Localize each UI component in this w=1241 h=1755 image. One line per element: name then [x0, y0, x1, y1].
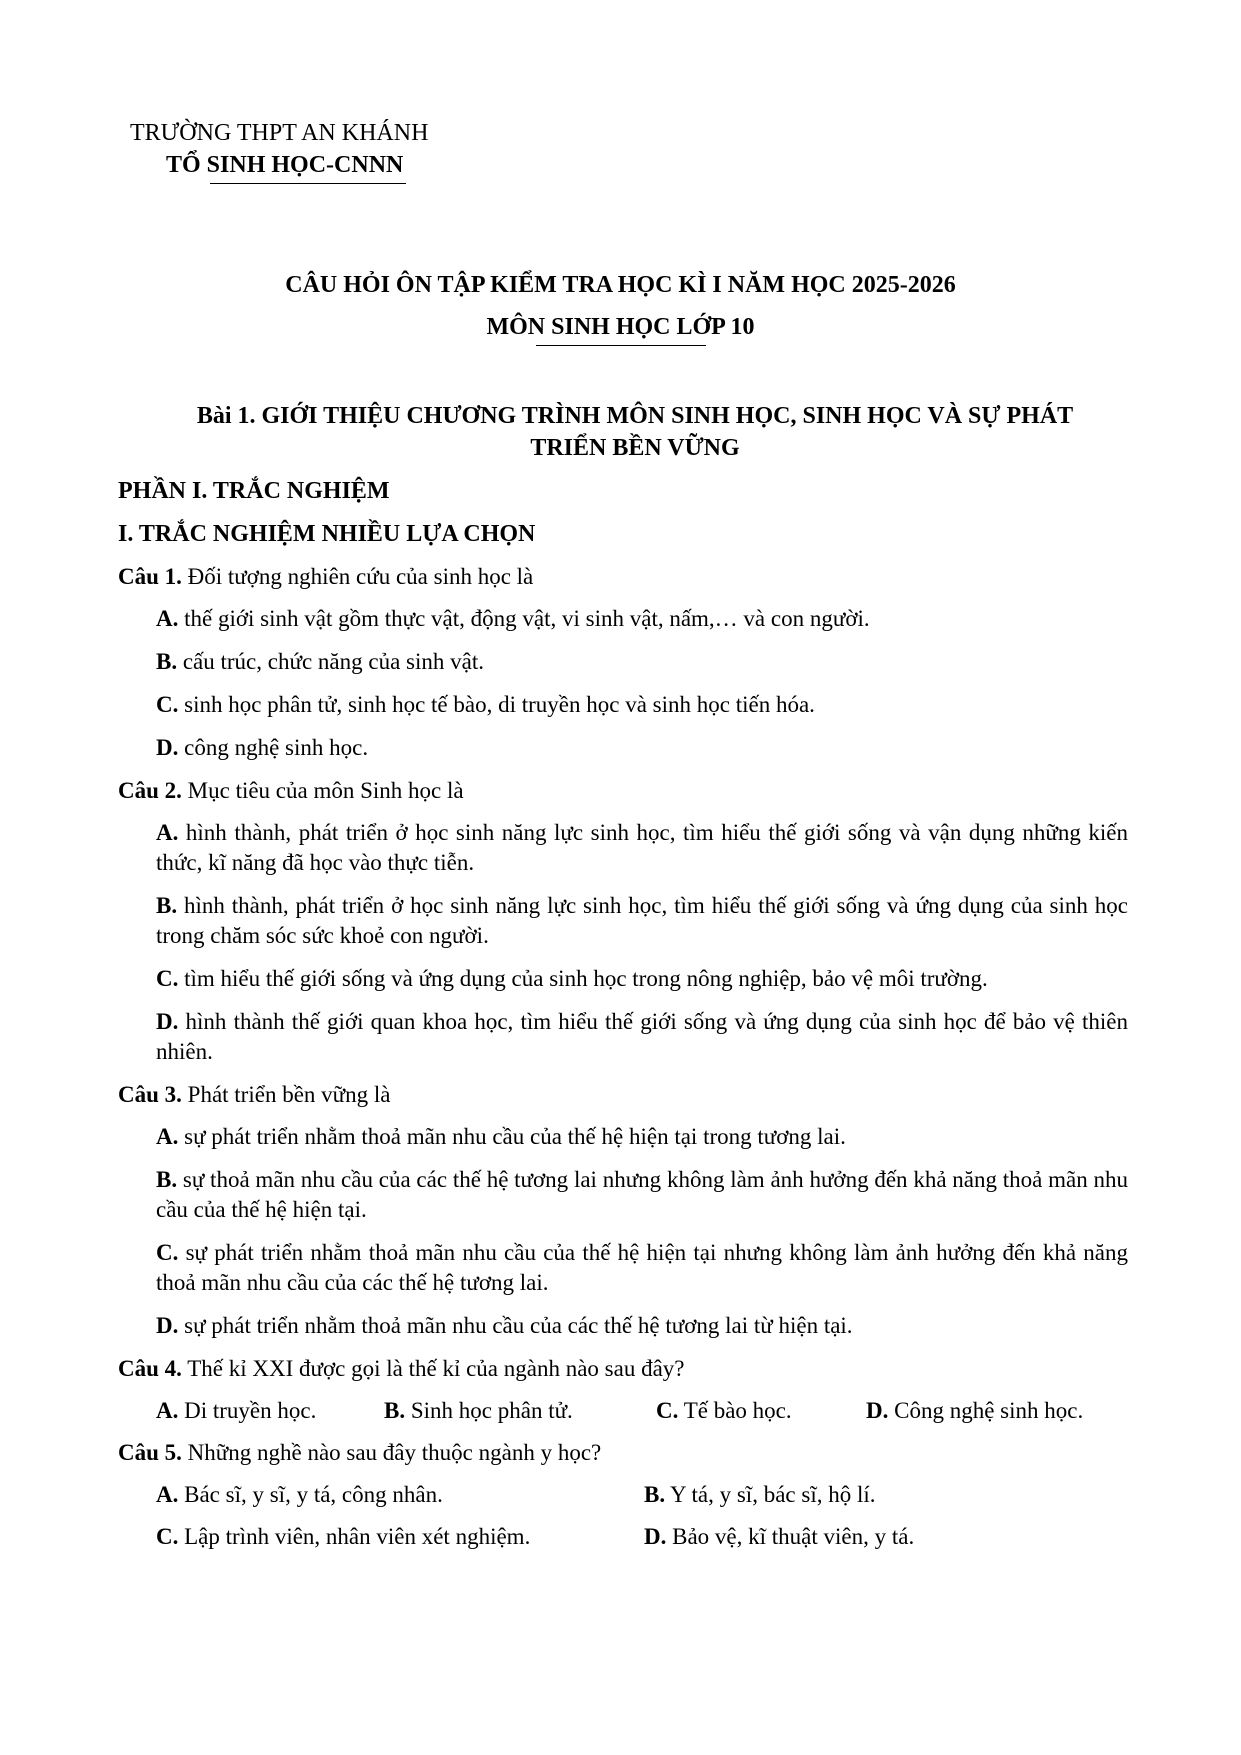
option-letter: D.	[156, 735, 179, 760]
option-c	[156, 1238, 1128, 1298]
option-letter: A.	[156, 606, 179, 631]
option-text: Tế bào học.	[683, 1398, 792, 1423]
option-text: sự thoả mãn nhu cầu của các thế hệ tương lai nhưng không làm ảnh hưởng đến khả năng thoả mãn nhu cầu của thế hệ hiện tại.	[156, 1167, 1128, 1222]
option-letter: D.	[156, 1313, 179, 1338]
option-a	[156, 1122, 1128, 1152]
option-c	[156, 1522, 644, 1552]
option-row	[156, 1522, 1128, 1552]
option-letter: C.	[156, 1524, 179, 1549]
option-letter: B.	[644, 1482, 666, 1507]
option-b	[644, 1480, 875, 1510]
document-subtitle: MÔN SINH HỌC LỚP 10	[486, 314, 755, 340]
option-letter: A.	[156, 820, 179, 845]
option-text: cấu trúc, chức năng của sinh vật.	[182, 649, 484, 674]
question-text: Phát triển bền vững là	[187, 1082, 391, 1107]
option-letter: B.	[156, 649, 178, 674]
option-letter: D.	[156, 1009, 179, 1034]
option-text: sinh học phân tử, sinh học tế bào, di truyền học và sinh học tiến hóa.	[184, 692, 815, 717]
question-5	[118, 1438, 1128, 1468]
school-name: TRƯỜNG THPT AN KHÁNH	[130, 120, 429, 146]
question-label: Câu 4.	[118, 1356, 182, 1381]
option-text: Y tá, y sĩ, bác sĩ, hộ lí.	[670, 1482, 876, 1507]
option-b	[156, 647, 1128, 677]
document-title: CÂU HỎI ÔN TẬP KIỂM TRA HỌC KÌ I NĂM HỌC 2025-2026	[285, 272, 956, 298]
option-text: Lập trình viên, nhân viên xét nghiệm.	[184, 1524, 531, 1549]
option-letter: A.	[156, 1124, 179, 1149]
question-list	[118, 562, 1128, 1564]
option-a	[156, 1396, 384, 1426]
option-a	[156, 1480, 644, 1510]
question-label: Câu 5.	[118, 1440, 182, 1465]
department-underline	[210, 183, 406, 184]
option-letter: B.	[156, 893, 178, 918]
option-text: thế giới sinh vật gồm thực vật, động vật, vi sinh vật, nấm,… và con người.	[184, 606, 870, 631]
option-letter: C.	[656, 1398, 679, 1423]
option-text: công nghệ sinh học.	[184, 735, 369, 760]
option-letter: C.	[156, 966, 179, 991]
part-heading: PHẦN I. TRẮC NGHIỆM	[118, 478, 390, 504]
option-letter: A.	[156, 1398, 179, 1423]
question-label: Câu 3.	[118, 1082, 182, 1107]
option-a	[156, 604, 1128, 634]
subtitle-underline	[536, 345, 706, 346]
option-letter: B.	[384, 1398, 406, 1423]
option-text: Công nghệ sinh học.	[894, 1398, 1084, 1423]
option-text: Sinh học phân tử.	[410, 1398, 573, 1423]
option-row	[156, 1480, 1128, 1510]
question-1	[118, 562, 1128, 592]
question-text: Những nghề nào sau đây thuộc ngành y học?	[187, 1440, 602, 1465]
question-text: Mục tiêu của môn Sinh học là	[187, 778, 464, 803]
option-text: hình thành, phát triển ở học sinh năng lực sinh học, tìm hiểu thế giới sống và ứng dụng của sinh học trong chăm sóc sức khoẻ con người.	[156, 893, 1129, 948]
option-a	[156, 818, 1128, 878]
option-b	[156, 891, 1128, 951]
option-letter: D.	[644, 1524, 667, 1549]
option-b	[384, 1396, 656, 1426]
lesson-heading: Bài 1. GIỚI THIỆU CHƯƠNG TRÌNH MÔN SINH HỌC, SINH HỌC VÀ SỰ PHÁT TRIỂN BỀN VỮNG	[196, 403, 1074, 461]
section-heading: I. TRẮC NGHIỆM NHIỀU LỰA CHỌN	[118, 521, 536, 547]
option-d	[156, 1007, 1128, 1067]
option-letter: C.	[156, 1240, 179, 1265]
option-d	[644, 1522, 914, 1552]
option-text: Bảo vệ, kĩ thuật viên, y tá.	[672, 1524, 915, 1549]
option-text: hình thành, phát triển ở học sinh năng lực sinh học, tìm hiểu thế giới sống và vận dụng những kiến thức, kĩ năng đã học vào thực tiễn.	[156, 820, 1128, 875]
question-label: Câu 1.	[118, 564, 182, 589]
option-c	[656, 1396, 866, 1426]
option-d	[156, 1311, 1128, 1341]
question-2	[118, 776, 1128, 806]
option-text: sự phát triển nhằm thoả mãn nhu cầu của thế hệ hiện tại trong tương lai.	[184, 1124, 846, 1149]
option-c	[156, 690, 1128, 720]
question-4	[118, 1354, 1128, 1384]
option-letter: D.	[866, 1398, 889, 1423]
option-text: Bác sĩ, y sĩ, y tá, công nhân.	[184, 1482, 443, 1507]
option-letter: C.	[156, 692, 179, 717]
question-label: Câu 2.	[118, 778, 182, 803]
option-d	[156, 733, 1128, 763]
question-text: Đối tượng nghiên cứu của sinh học là	[187, 564, 534, 589]
question-text: Thế kỉ XXI được gọi là thế kỉ của ngành nào sau đây?	[187, 1356, 685, 1381]
option-text: hình thành thế giới quan khoa học, tìm hiểu thế giới sống và ứng dụng của sinh học để bảo vệ thiên nhiên.	[156, 1009, 1129, 1064]
question-3	[118, 1080, 1128, 1110]
option-text: sự phát triển nhằm thoả mãn nhu cầu của thế hệ hiện tại nhưng không làm ảnh hưởng đến khả năng thoả mãn nhu cầu của các thế hệ tương lai.	[156, 1240, 1128, 1295]
option-c	[156, 964, 1128, 994]
department-name: TỔ SINH HỌC-CNNN	[166, 152, 404, 178]
option-text: Di truyền học.	[184, 1398, 317, 1423]
option-text: tìm hiểu thế giới sống và ứng dụng của sinh học trong nông nghiệp, bảo vệ môi trường.	[184, 966, 988, 991]
option-row	[156, 1396, 1128, 1426]
option-b	[156, 1165, 1128, 1225]
option-letter: B.	[156, 1167, 178, 1192]
option-text: sự phát triển nhằm thoả mãn nhu cầu của các thế hệ tương lai từ hiện tại.	[184, 1313, 853, 1338]
option-d	[866, 1396, 1083, 1426]
option-letter: A.	[156, 1482, 179, 1507]
